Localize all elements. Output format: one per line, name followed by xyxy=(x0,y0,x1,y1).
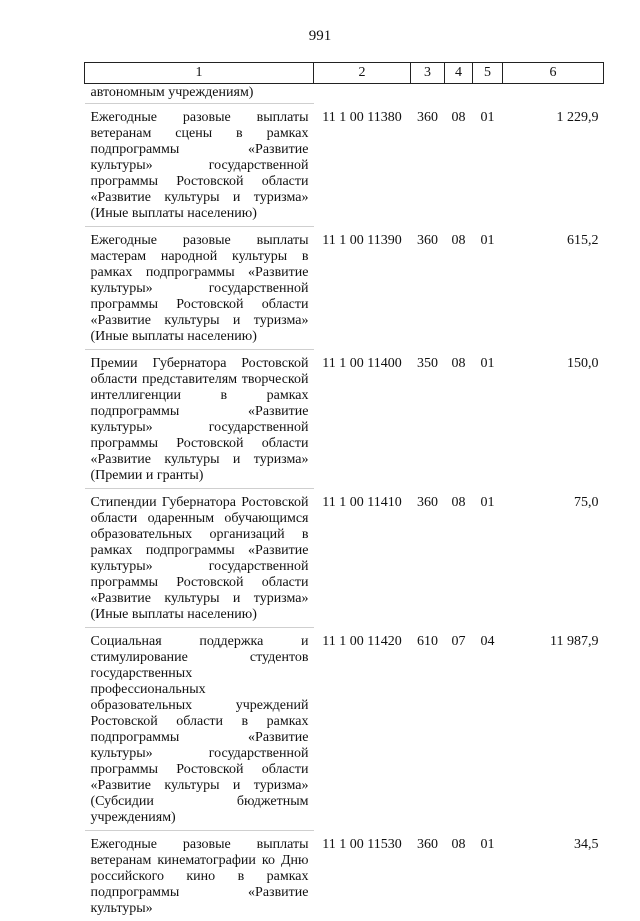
row-amount: 615,2 xyxy=(503,227,604,350)
column-header: 3 xyxy=(411,63,445,84)
row-type: 360 xyxy=(411,227,445,350)
row-section: 08 xyxy=(445,489,473,628)
row-subsection: 01 xyxy=(473,227,503,350)
row-section: 07 xyxy=(445,628,473,831)
table-row xyxy=(85,628,604,831)
row-code: 11 1 00 11530 xyxy=(314,831,411,921)
column-header: 6 xyxy=(503,63,604,84)
table-row xyxy=(85,831,604,921)
row-amount: 150,0 xyxy=(503,350,604,489)
row-subsection: 01 xyxy=(473,350,503,489)
header-row xyxy=(85,63,604,84)
row-code: 11 1 00 11400 xyxy=(314,350,411,489)
row-section: 08 xyxy=(445,831,473,921)
row-amount: 75,0 xyxy=(503,489,604,628)
row-code: 11 1 00 11390 xyxy=(314,227,411,350)
page-number: 991 xyxy=(0,28,640,45)
continuation-row xyxy=(85,84,604,104)
table-row xyxy=(85,104,604,227)
row-description: Социальная поддержка и стимулирование студентов государственных профессиональных образовательных учреждений Ростовской области в рамках подпрограммы «Развитие культуры» государственной программы Ростовской области «Развитие культуры и туризма» (Субсидии бюджетным учреждениям) xyxy=(85,628,314,831)
row-code: 11 1 00 11420 xyxy=(314,628,411,831)
row-code: 11 1 00 11380 xyxy=(314,104,411,227)
row-type: 360 xyxy=(411,489,445,628)
row-description: Стипендии Губернатора Ростовской области одаренным обучающимся образовательных организаций в рамках подпрограммы «Развитие культуры» государственной программы Ростовской области «Развитие культуры и туризма» (Иные выплаты населению) xyxy=(85,489,314,628)
row-section: 08 xyxy=(445,104,473,227)
row-code: 11 1 00 11410 xyxy=(314,489,411,628)
row-amount: 11 987,9 xyxy=(503,628,604,831)
row-description: Премии Губернатора Ростовской области представителям творческой интеллигенции в рамках подпрограммы «Развитие культуры» государственной программы Ростовской области «Развитие культуры и туризма» (Премии и гранты) xyxy=(85,350,314,489)
row-amount: 34,5 xyxy=(503,831,604,921)
row-type: 610 xyxy=(411,628,445,831)
row-amount: 1 229,9 xyxy=(503,104,604,227)
row-section: 08 xyxy=(445,350,473,489)
row-subsection: 04 xyxy=(473,628,503,831)
budget-table xyxy=(84,62,604,921)
column-header: 2 xyxy=(314,63,411,84)
continuation-text: автономным учреждениям) xyxy=(85,84,314,104)
table-row xyxy=(85,350,604,489)
row-subsection: 01 xyxy=(473,489,503,628)
column-header: 5 xyxy=(473,63,503,84)
column-header: 4 xyxy=(445,63,473,84)
row-subsection: 01 xyxy=(473,104,503,227)
row-type: 360 xyxy=(411,104,445,227)
row-type: 350 xyxy=(411,350,445,489)
row-type: 360 xyxy=(411,831,445,921)
row-description: Ежегодные разовые выплаты ветеранам сцены в рамках подпрограммы «Развитие культуры» государственной программы Ростовской области «Развитие культуры и туризма» (Иные выплаты населению) xyxy=(85,104,314,227)
column-header: 1 xyxy=(85,63,314,84)
table-row xyxy=(85,489,604,628)
table-row xyxy=(85,227,604,350)
row-description: Ежегодные разовые выплаты мастерам народной культуры в рамках подпрограммы «Развитие культуры» государственной программы Ростовской области «Развитие культуры и туризма» (Иные выплаты населению) xyxy=(85,227,314,350)
row-subsection: 01 xyxy=(473,831,503,921)
row-description: Ежегодные разовые выплаты ветеранам кинематографии ко Дню российского кино в рамках подпрограммы «Развитие культуры» xyxy=(85,831,314,921)
row-section: 08 xyxy=(445,227,473,350)
